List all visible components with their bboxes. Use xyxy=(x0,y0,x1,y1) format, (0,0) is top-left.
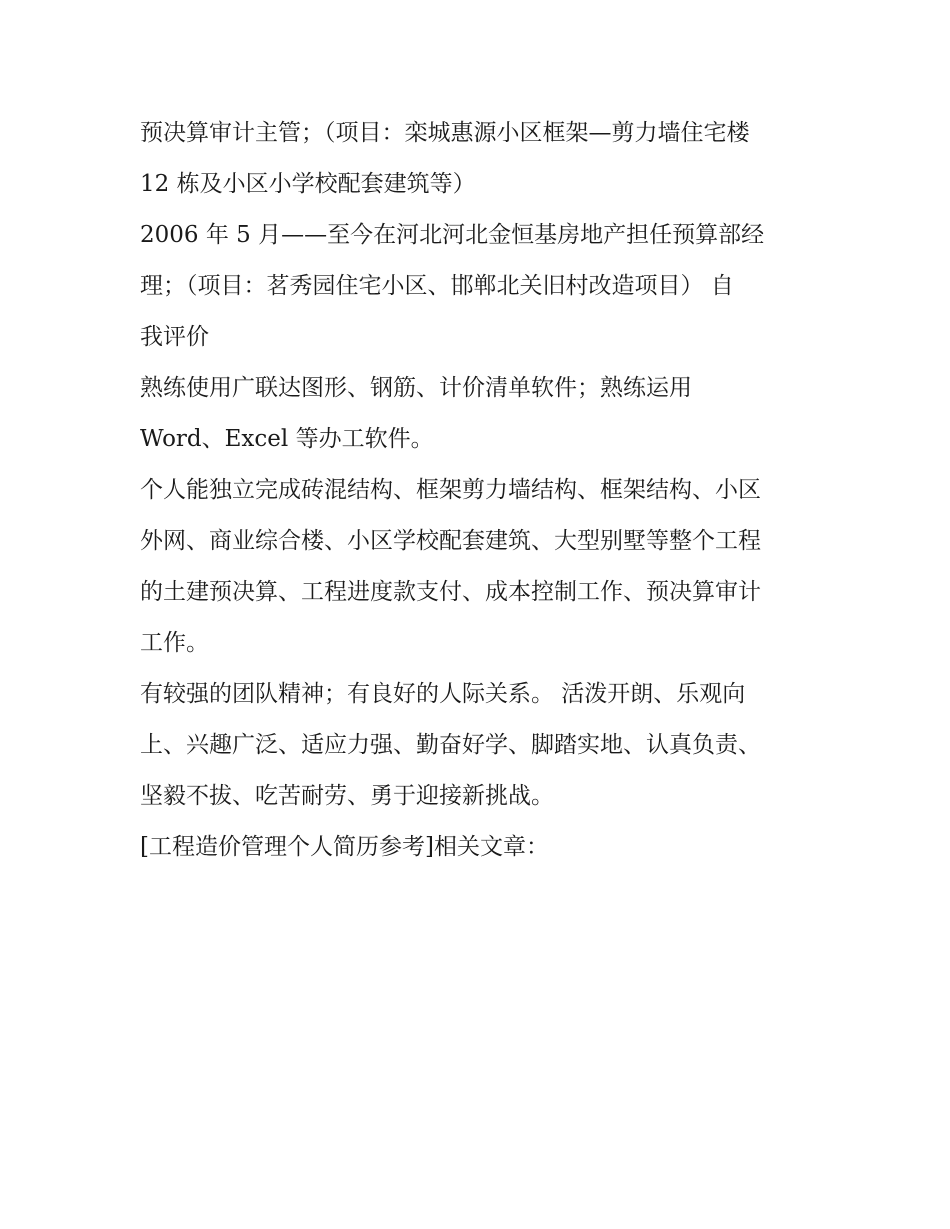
related-articles-heading: [工程造价管理个人简历参考]相关文章： xyxy=(140,834,549,860)
text-line: 的土建预决算、工程进度款支付、成本控制工作、预决算审计 xyxy=(140,579,761,605)
text-line: 工作。 xyxy=(140,630,209,656)
text-line: 上、兴趣广泛、适应力强、勤奋好学、脚踏实地、认真负责、 xyxy=(140,732,761,758)
document-body xyxy=(140,108,830,873)
text-line: 坚毅不拔、吃苦耐劳、勇于迎接新挑战。 xyxy=(140,783,554,809)
text-line: 12 栋及小区小学校配套建筑等） xyxy=(140,171,476,197)
text-line: 2006 年 5 月——至今在河北河北金恒基房地产担任预算部经 xyxy=(140,222,765,248)
text-line: 理；（项目：茗秀园住宅小区、邯郸北关旧村改造项目） 自 xyxy=(140,273,734,299)
text-line: 有较强的团队精神；有良好的人际关系。 活泼开朗、乐观向 xyxy=(140,681,746,707)
text-line: 外网、商业综合楼、小区学校配套建筑、大型别墅等整个工程 xyxy=(140,528,761,554)
text-line: 个人能独立完成砖混结构、框架剪力墙结构、框架结构、小区 xyxy=(140,477,761,503)
text-line: Word、Excel 等办工软件。 xyxy=(140,426,434,452)
text-line: 预决算审计主管；（项目：栾城惠源小区框架—剪力墙住宅楼 xyxy=(140,120,750,146)
text-line: 熟练使用广联达图形、钢筋、计价清单软件；熟练运用 xyxy=(140,375,692,401)
section-heading-self-evaluation: 我评价 xyxy=(140,324,209,350)
